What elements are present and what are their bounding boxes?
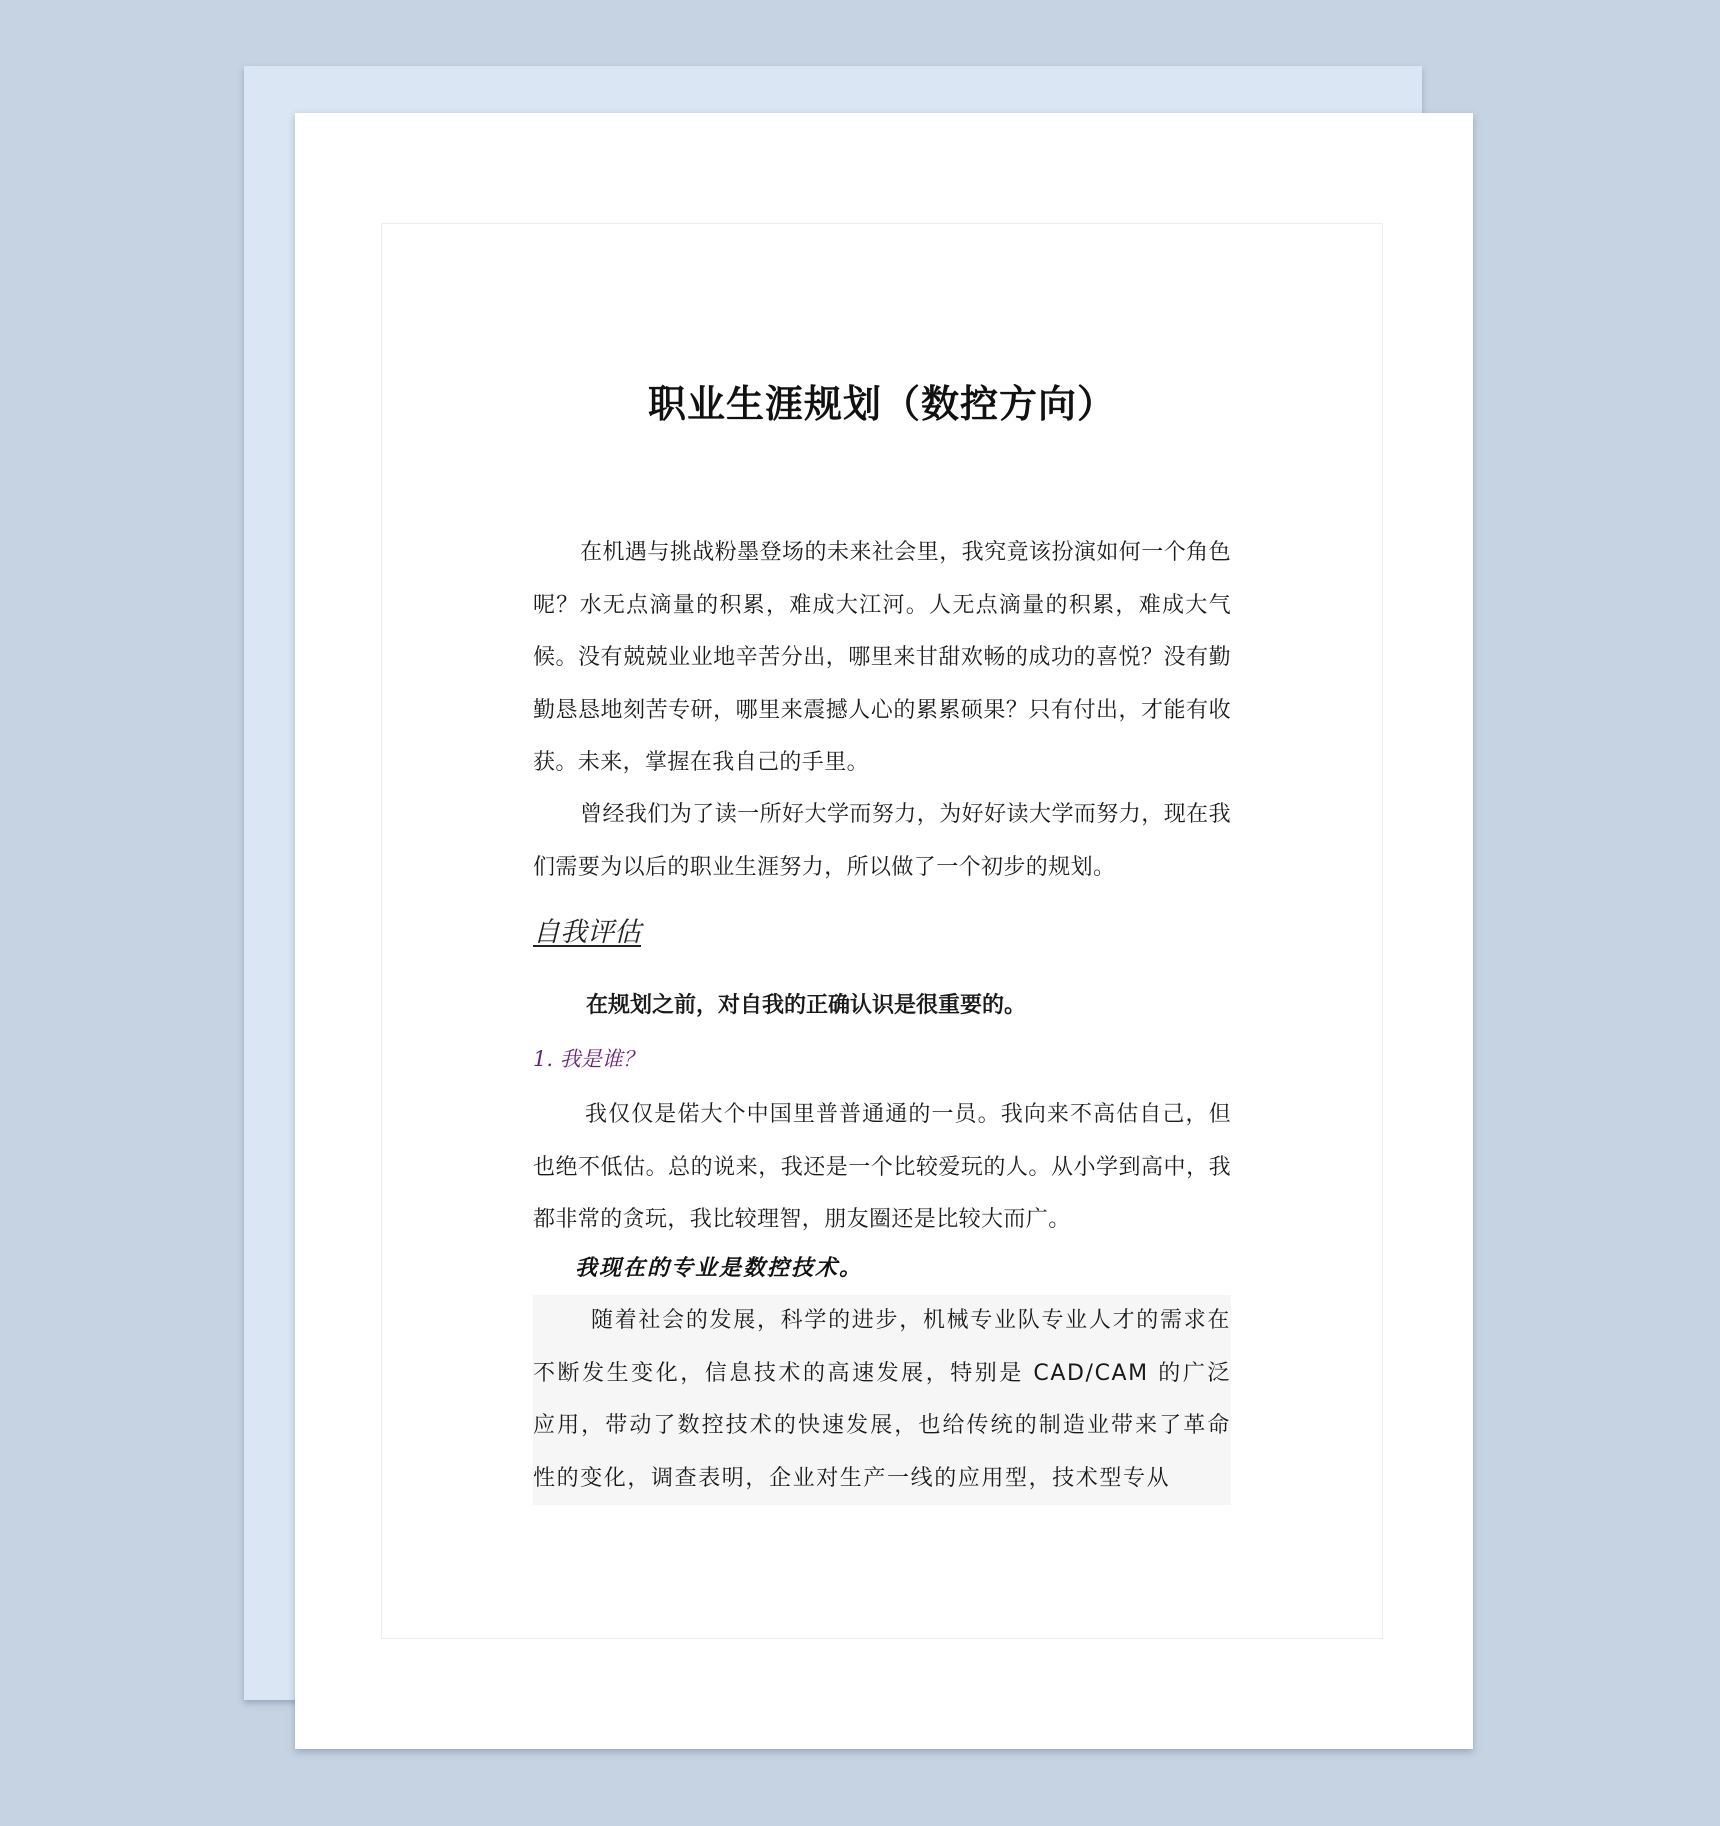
document-page	[295, 113, 1473, 1749]
plan-paragraph: 曾经我们为了读一所好大学而努力，为好好读大学而努力，现在我们需要为以后的职业生涯努力，所以做了一个初步的规划。	[533, 802, 1231, 880]
major-statement: 我现在的专业是数控技术。	[575, 1255, 864, 1281]
document-title: 职业生涯规划（数控方向）	[647, 381, 1116, 426]
section-heading-self-assessment: 自我评估	[533, 917, 641, 948]
subheading-who-am-i: 1. 我是谁？	[533, 1047, 644, 1071]
major-description-paragraph: 随着社会的发展，科学的进步，机械专业队专业人才的需求在不断发生变化，信息技术的高速发展，特别是 CAD/CAM 的广泛应用，带动了数控技术的快速发展，也给传统的制造业带来了革命性的变化，调查表明，企业对生产一线的应用型，技术型专从	[533, 1308, 1231, 1491]
self-assessment-lead: 在规划之前，对自我的正确认识是很重要的。	[586, 993, 1027, 1018]
intro-paragraph: 在机遇与挑战粉墨登场的未来社会里，我究竟该扮演如何一个角色呢？水无点滴量的积累，难成大江河。人无点滴量的积累，难成大气候。没有兢兢业业地辛苦分出，哪里来甘甜欢畅的成功的喜悦？没有勤勤恳恳地刻苦专研，哪里来震撼人心的累累硕果？只有付出，才能有收获。未来，掌握在我自己的手里。	[533, 540, 1231, 775]
who-am-i-paragraph: 我仅仅是偌大个中国里普普通通的一员。我向来不高估自己，但也绝不低估。总的说来，我还是一个比较爱玩的人。从小学到高中，我都非常的贪玩，我比较理智，朋友圈还是比较大而广。	[533, 1102, 1231, 1232]
